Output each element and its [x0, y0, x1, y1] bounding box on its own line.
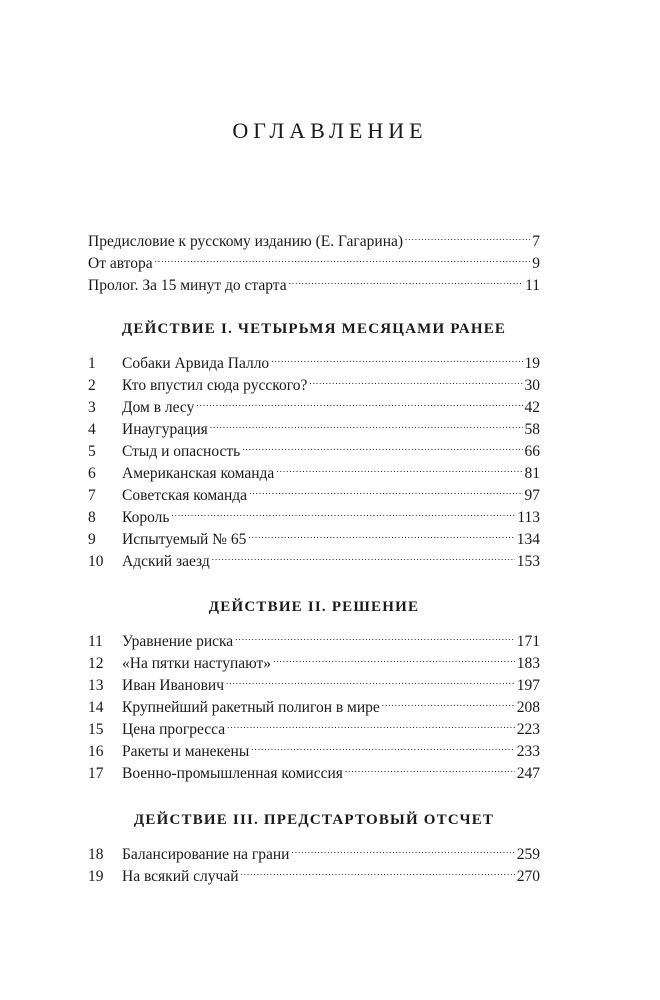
chapter-page: 197 — [516, 677, 540, 694]
chapter-number: 18 — [88, 846, 104, 863]
chapter-page: 259 — [516, 846, 540, 863]
chapter-page: 153 — [516, 553, 540, 570]
leader-dots — [271, 346, 522, 368]
chapter-number: 6 — [88, 465, 96, 482]
leader-dots — [171, 500, 515, 522]
leader-dots — [405, 224, 530, 246]
chapter-number: 12 — [88, 655, 104, 672]
leader-dots — [309, 368, 522, 390]
leader-dots — [242, 434, 522, 456]
chapter-title: Собаки Арвида Палло — [122, 355, 270, 372]
chapter-page: 113 — [517, 509, 540, 526]
leader-dots — [248, 522, 514, 544]
chapter-page: 134 — [516, 531, 540, 548]
toc-entry[interactable] — [88, 224, 540, 250]
chapter-page: 247 — [516, 765, 540, 782]
page-title: ОГЛАВЛЕНИЕ — [232, 118, 428, 143]
chapter-title: Кто впустил сюда русского? — [122, 377, 308, 394]
chapter-number: 17 — [88, 765, 104, 782]
act-heading: ДЕЙСТВИЕ II. РЕШЕНИЕ — [208, 599, 420, 615]
leader-dots — [249, 478, 522, 500]
leader-dots — [235, 624, 515, 646]
chapter-title: Адский заезд — [122, 553, 210, 570]
chapter-list — [88, 346, 540, 570]
chapter-number: 13 — [88, 677, 104, 694]
chapter-page: 223 — [516, 721, 540, 738]
act-heading: ДЕЙСТВИЕ I. ЧЕТЫРЬМЯ МЕСЯЦАМИ РАНЕЕ — [121, 321, 507, 337]
leader-dots — [210, 412, 523, 434]
chapter-number: 5 — [88, 443, 96, 460]
chapter-page: 66 — [524, 443, 540, 460]
entry-page: 11 — [525, 277, 540, 294]
chapter-page: 81 — [524, 465, 540, 482]
chapter-number: 19 — [88, 868, 104, 885]
leader-dots — [276, 456, 522, 478]
leader-dots — [196, 390, 522, 412]
chapter-page: 270 — [516, 868, 540, 885]
chapter-title: Стыд и опасность — [122, 443, 241, 460]
chapter-title: На всякий случай — [122, 868, 239, 885]
chapter-number: 15 — [88, 721, 104, 738]
leader-dots — [155, 246, 531, 268]
entry-page: 7 — [532, 233, 540, 250]
chapter-title: Военно-промышленная комиссия — [122, 765, 343, 782]
chapter-title: Американская команда — [122, 465, 275, 482]
chapter-number: 11 — [88, 633, 103, 650]
chapter-number: 10 — [88, 553, 104, 570]
entry-page: 9 — [532, 255, 540, 272]
chapter-number: 9 — [88, 531, 96, 548]
leader-dots — [289, 268, 523, 290]
leader-dots — [345, 756, 515, 778]
entry-title: Предисловие к русскому изданию (Е. Гагарина) — [88, 233, 404, 250]
leader-dots — [241, 859, 515, 881]
leader-dots — [251, 734, 515, 756]
leader-dots — [273, 646, 515, 668]
chapter-title: Балансирование на грани — [122, 846, 290, 863]
leader-dots — [291, 837, 514, 859]
toc-entry[interactable] — [88, 268, 540, 294]
chapter-page: 30 — [524, 377, 540, 394]
chapter-page: 233 — [516, 743, 540, 760]
chapter-entry[interactable] — [88, 837, 540, 863]
chapter-page: 19 — [524, 355, 540, 372]
front-matter-list — [88, 224, 540, 294]
entry-title: Пролог. За 15 минут до старта — [88, 277, 287, 294]
chapter-title: Советская команда — [122, 487, 248, 504]
chapter-page: 97 — [524, 487, 540, 504]
chapter-number: 7 — [88, 487, 96, 504]
entry-title: От автора — [88, 255, 153, 272]
chapter-number: 2 — [88, 377, 96, 394]
chapter-title: Ракеты и манекены — [122, 743, 250, 760]
chapter-title: Инаугурация — [122, 421, 208, 438]
chapter-title: Уравнение риска — [122, 633, 234, 650]
chapter-page: 42 — [524, 399, 540, 416]
chapter-title: Крупнейший ракетный полигон в мире — [122, 699, 380, 716]
chapter-page: 183 — [516, 655, 540, 672]
chapter-list — [88, 624, 540, 782]
chapter-entry[interactable] — [88, 346, 540, 372]
toc-entry[interactable] — [88, 246, 540, 272]
chapter-page: 58 — [524, 421, 540, 438]
leader-dots — [212, 544, 515, 566]
chapter-title: «На пятки наступают» — [122, 655, 272, 672]
chapter-title: Иван Иванович — [122, 677, 224, 694]
leader-dots — [226, 668, 515, 690]
chapter-number: 8 — [88, 509, 96, 526]
chapter-page: 171 — [516, 633, 540, 650]
act-heading: ДЕЙСТВИЕ III. ПРЕДСТАРТОВЫЙ ОТСЧЕТ — [133, 812, 495, 828]
chapter-title: Дом в лесу — [122, 399, 195, 416]
chapter-number: 1 — [88, 355, 96, 372]
chapter-number: 3 — [88, 399, 96, 416]
chapter-page: 208 — [516, 699, 540, 716]
leader-dots — [382, 690, 515, 712]
chapter-number: 4 — [88, 421, 96, 438]
chapter-title: Король — [122, 509, 170, 526]
chapter-list — [88, 837, 540, 885]
chapter-number: 14 — [88, 699, 104, 716]
chapter-number: 16 — [88, 743, 104, 760]
chapter-title: Испытуемый № 65 — [122, 531, 247, 548]
chapter-title: Цена прогресса — [122, 721, 226, 738]
chapter-entry[interactable] — [88, 624, 540, 650]
leader-dots — [227, 712, 515, 734]
